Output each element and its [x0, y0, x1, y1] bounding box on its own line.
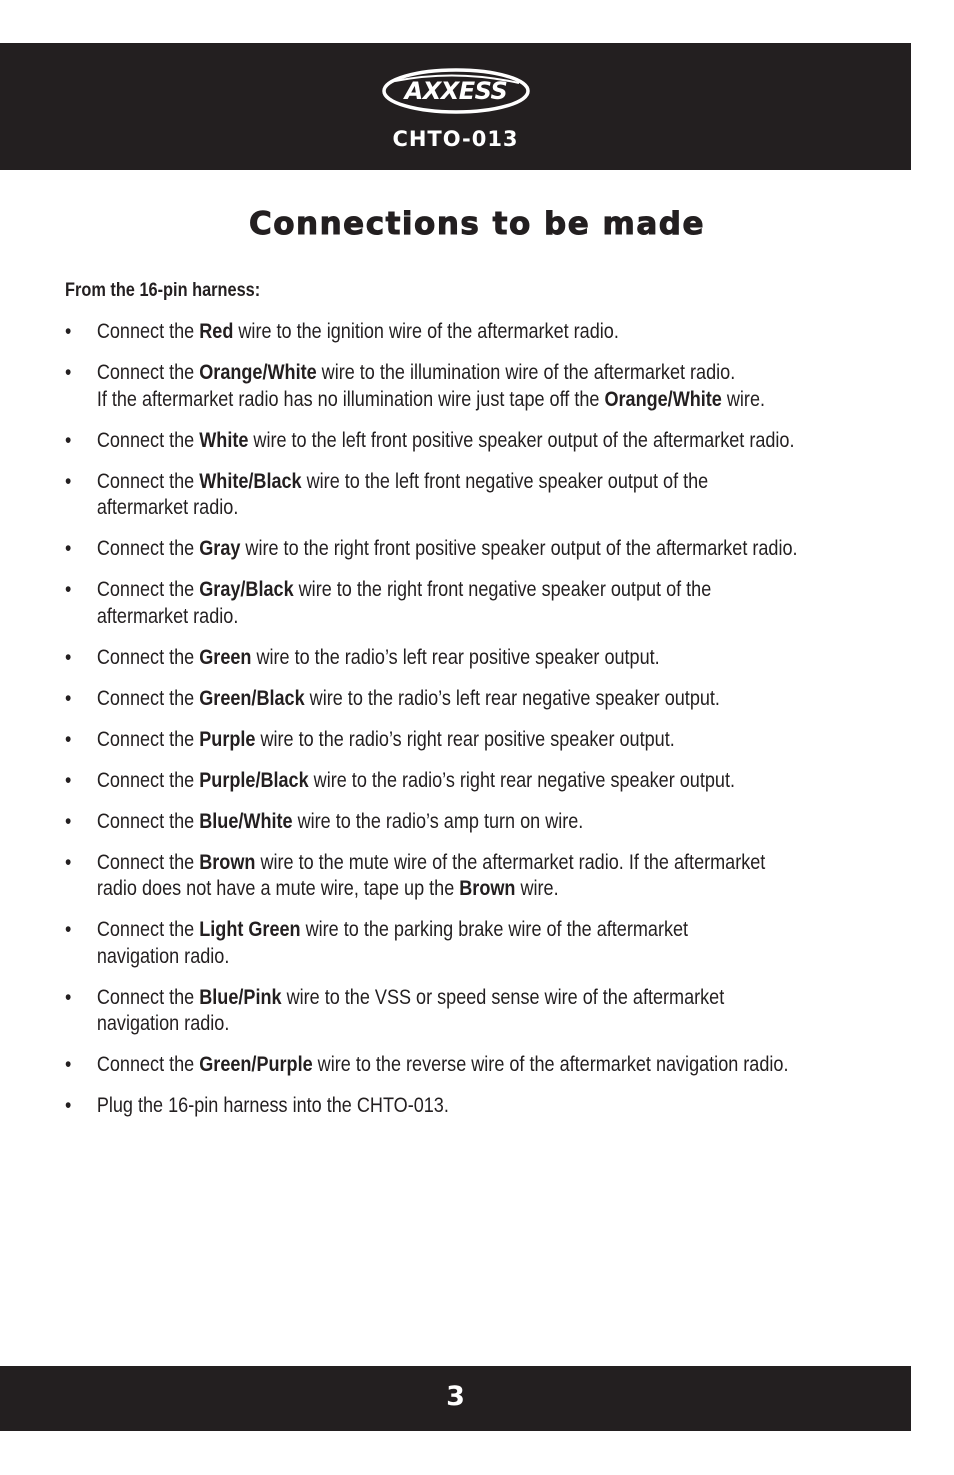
list-item-line	[97, 536, 882, 563]
bullet-icon: •	[65, 918, 72, 941]
wire-color-label: Orange/White	[604, 387, 722, 411]
instruction-text: wire to the parking brake wire of the aftermarket	[300, 918, 689, 941]
bullet-icon: •	[65, 1053, 72, 1076]
instruction-text: Connect the	[96, 320, 200, 343]
wire-color-label: Green/Black	[199, 686, 305, 710]
wire-color-label: Green	[199, 645, 252, 669]
instruction-text: wire to the radio’s right rear positive speaker output.	[255, 727, 675, 751]
instruction-text: wire to the right front positive speaker output of the aftermarket radio.	[240, 537, 798, 560]
instruction-text: wire to the left front negative speaker output of the	[301, 469, 709, 493]
instruction-text: wire to the VSS or speed sense wire of the aftermarket	[281, 985, 725, 1009]
instruction-text: aftermarket radio.	[96, 604, 239, 628]
list-item-line	[97, 917, 882, 944]
list-item-line	[97, 686, 882, 713]
axxess-logo	[0, 67, 911, 115]
instruction-text: Connect the	[96, 985, 200, 1009]
bullet-icon: •	[65, 578, 72, 601]
list-item	[65, 360, 882, 413]
instruction-text: Connect the	[96, 578, 200, 601]
instruction-text: wire to the mute wire of the aftermarket radio. If the aftermarket	[255, 850, 766, 874]
logo-wordmark: AXXESS	[404, 77, 507, 105]
list-item	[65, 1052, 882, 1079]
list-item-line	[97, 469, 882, 496]
list-item-line	[97, 1052, 882, 1079]
instruction-text: wire to the radio’s left rear negative speaker output.	[304, 686, 720, 710]
bullet-icon: •	[65, 1094, 72, 1117]
instruction-text: Connect the	[96, 850, 200, 874]
bullet-icon: •	[65, 361, 72, 384]
instruction-text: Plug the 16-pin harness into the CHTO-013.	[96, 1094, 449, 1117]
wire-color-label: White	[199, 428, 249, 452]
instruction-text: Connect the	[96, 768, 200, 792]
bullet-icon: •	[65, 768, 72, 792]
instruction-text: wire to the radio’s amp turn on wire.	[292, 809, 584, 833]
wire-color-label: Orange/White	[199, 361, 317, 384]
bullet-icon: •	[65, 985, 72, 1009]
wire-color-label: Blue/White	[199, 809, 293, 833]
list-item-line	[97, 645, 882, 672]
wire-color-label: White/Black	[199, 469, 302, 493]
wire-color-label: Green/Purple	[199, 1053, 313, 1076]
wire-color-label: Brown	[459, 877, 516, 900]
instruction-text: Connect the	[96, 809, 200, 833]
page-number: 3	[446, 1381, 465, 1412]
list-item-line	[97, 768, 882, 795]
list-item-line	[97, 495, 882, 522]
list-item-line	[97, 985, 882, 1012]
list-item-line	[97, 850, 882, 877]
list-item-line	[97, 577, 882, 604]
list-item	[65, 428, 882, 455]
list-item	[65, 1093, 882, 1120]
bullet-icon: •	[65, 686, 72, 710]
instruction-text: Connect the	[96, 428, 200, 452]
model-code: CHTO-013	[392, 127, 519, 151]
instruction-text: wire to the ignition wire of the aftermarket radio.	[233, 320, 619, 343]
instruction-text: Connect the	[96, 537, 200, 560]
page-title: Connections to be made	[249, 206, 705, 242]
bullet-icon: •	[65, 850, 72, 874]
bullet-icon: •	[65, 469, 72, 493]
list-item	[65, 809, 882, 836]
list-item-line	[97, 387, 882, 414]
list-item	[65, 645, 882, 672]
list-item-line	[97, 1093, 882, 1120]
wire-color-label: Purple	[199, 727, 256, 751]
list-item-line	[97, 360, 882, 387]
list-item	[65, 469, 882, 522]
list-item-line	[97, 604, 882, 631]
list-item	[65, 686, 882, 713]
bullet-icon: •	[65, 727, 72, 751]
instruction-text: Connect the	[96, 727, 200, 751]
list-item	[65, 850, 882, 903]
header-band	[0, 43, 911, 170]
instruction-text: wire to the illumination wire of the aftermarket radio.	[316, 361, 736, 384]
list-item-line	[97, 809, 882, 836]
bullet-icon: •	[65, 645, 72, 669]
list-item-line	[97, 1011, 882, 1038]
bullet-icon: •	[65, 537, 72, 560]
section-subhead: From the 16-pin harness:	[65, 280, 261, 301]
list-item	[65, 985, 882, 1038]
wire-color-label: Brown	[199, 850, 256, 874]
list-item-line	[97, 876, 882, 903]
instruction-text: wire to the radio’s right rear negative speaker output.	[308, 768, 735, 792]
instruction-text: Connect the	[96, 645, 200, 669]
list-item	[65, 319, 882, 346]
instruction-text: wire to the radio’s left rear positive speaker output.	[251, 645, 660, 669]
list-item	[65, 536, 882, 563]
instruction-text: wire to the reverse wire of the aftermarket navigation radio.	[312, 1053, 789, 1076]
connections-list	[65, 319, 882, 1134]
wire-color-label: Blue/Pink	[199, 985, 282, 1009]
list-item-line	[97, 944, 882, 971]
instruction-text: wire to the right front negative speaker output of the	[293, 578, 712, 601]
instruction-text: Connect the	[96, 469, 200, 493]
bullet-icon: •	[65, 809, 72, 833]
footer-band	[0, 1366, 911, 1431]
bullet-icon: •	[65, 428, 72, 452]
wire-color-label: Red	[199, 320, 234, 343]
bullet-icon: •	[65, 320, 72, 343]
wire-color-label: Light Green	[199, 918, 301, 941]
instruction-text: Connect the	[96, 686, 200, 710]
instruction-text: If the aftermarket radio has no illumination wire just tape off the	[96, 387, 605, 411]
instruction-text: aftermarket radio.	[96, 496, 239, 519]
list-item-line	[97, 319, 882, 346]
list-item	[65, 768, 882, 795]
instruction-text: wire.	[515, 877, 559, 900]
list-item-line	[97, 727, 882, 754]
instruction-text: Connect the	[96, 1053, 200, 1076]
axxess-logo-mark	[381, 67, 531, 115]
instruction-text: Connect the	[96, 918, 200, 941]
wire-color-label: Purple/Black	[199, 768, 309, 792]
list-item	[65, 577, 882, 630]
instruction-text: wire.	[721, 387, 766, 411]
instruction-text: wire to the left front positive speaker output of the aftermarket radio.	[248, 428, 795, 452]
list-item-line	[97, 428, 882, 455]
instruction-text: navigation radio.	[96, 1012, 230, 1035]
instruction-text: radio does not have a mute wire, tape up the	[96, 877, 460, 900]
wire-color-label: Gray/Black	[199, 578, 294, 601]
list-item	[65, 727, 882, 754]
instruction-text: Connect the	[96, 361, 200, 384]
wire-color-label: Gray	[199, 537, 241, 560]
instruction-text: navigation radio.	[96, 944, 230, 968]
list-item	[65, 917, 882, 970]
